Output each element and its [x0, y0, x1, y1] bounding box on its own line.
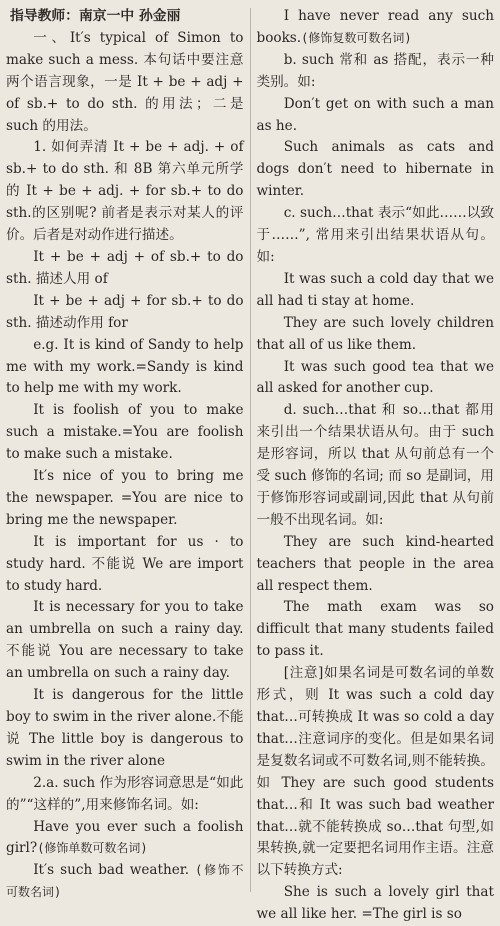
paragraph: It + be + adj + for sb.+ to do sth. 描述动作用 for: [6, 292, 244, 331]
paragraph: 2.a. such 作为形容词意思是“如此的”“这样的”,用来修饰名词。如:: [6, 774, 244, 813]
paragraph: d. such…that 和 so…that 都用来引出一个结果状语从句。由于 such 是形容词，所以 that 从句前总有一个受 such 修饰的名词; 而 so 是副词，用于修饰形容词或副词,因此 that 从句前一般不出现名词。如:: [256, 402, 494, 528]
left-column: [6, 6, 250, 900]
paragraph: It + be + adj + of sb.+ to do sth. 描述人用 of: [6, 248, 244, 287]
example-paragraph: It is dangerous for the little boy to swim in the river alone.不能说 The little boy is dangerous to swim in the river alone: [6, 687, 244, 769]
example-paragraph: It is important for us · to study hard. 不能说 We are import to study hard.: [6, 533, 244, 594]
example-paragraph: [6, 860, 244, 904]
paragraph: b. such 常和 as 搭配，表示一种类别。如:: [256, 51, 494, 90]
example-paragraph: The math exam was so difficult that many students failed to pass it.: [256, 599, 494, 660]
example-sentence: I have never read any such books.: [256, 8, 494, 46]
example-paragraph: It′s nice of you to bring me the newspaper. =You are nice to bring me the newspaper.: [6, 468, 244, 528]
example-paragraph: It is foolish of you to make such a mistake.=You are foolish to make such a mistake.: [6, 402, 244, 463]
example-paragraph: e.g. It is kind of Sandy to help me with my work.=Sandy is kind to help me with my work.: [6, 336, 244, 397]
example-paragraph: [257, 6, 495, 50]
right-column: [251, 6, 495, 923]
usage-note: (修饰不可数名词): [6, 863, 244, 900]
paragraph: 1. 如何弄清 It + be + adj. + of sb.+ to do sth. 和 8B 第六单元所学的 It + be + adj. + for sb.+ to do sth.的区别呢? 前者是表示对某人的评价。后者是对动作进行描述。: [6, 139, 244, 244]
paragraph: 一、It′s typical of Simon to make such a mess. 本句话中要注意两个语言现象，一是 It + be + adj + of sb.+ to do sth. 的用法；二是 such 的用法。: [6, 29, 244, 134]
example-sentence: It′s such bad weather.: [33, 862, 190, 879]
example-paragraph: [6, 817, 244, 861]
paragraph: c. such…that 表示“如此……以致于……”, 常用来引出结果状语从句。如:: [256, 205, 494, 265]
example-paragraph: They are such kind-hearted teachers that people in the area all respect them.: [256, 533, 494, 594]
example-paragraph: It was such a cold day that we all had ti stay at home.: [256, 270, 494, 309]
example-sentence: Have you ever such a foolish girl?: [6, 818, 244, 857]
example-paragraph: It was such good tea that we all asked for another cup.: [256, 358, 494, 397]
example-paragraph: It is necessary for you to take an umbrella on such a rainy day. 不能说 You are necessary to take an umbrella on such a rainy day.: [6, 599, 244, 682]
usage-note: (修饰复数可数名词): [301, 30, 412, 45]
example-paragraph: She is such a lovely girl that we all like her. =The girl is so: [256, 884, 494, 923]
example-paragraph: Such animals as cats and dogs don′t need to hibernate in winter.: [256, 139, 494, 200]
instructor-heading: 指导教师：南京一中 孙金丽: [10, 8, 181, 24]
example-paragraph: Don′t get on with such a man as he.: [256, 95, 494, 134]
example-paragraph: They are such lovely children that all of us like them.: [256, 314, 494, 353]
note-paragraph: [注意]如果名词是可数名词的单数形式，则 It was such a cold day that…可转换成 It was so cold a day that…注意词序的变化。但是如果名词是复数名词或不可数名词,则不能转换。如 They are such good students that…和 It was such bad weather that…就不能转换成 so…that 句型,如果转换,就一定要把名词用作主语。注意以下转换方式:: [256, 665, 494, 879]
usage-note: (修饰单数可数名词): [37, 841, 148, 856]
